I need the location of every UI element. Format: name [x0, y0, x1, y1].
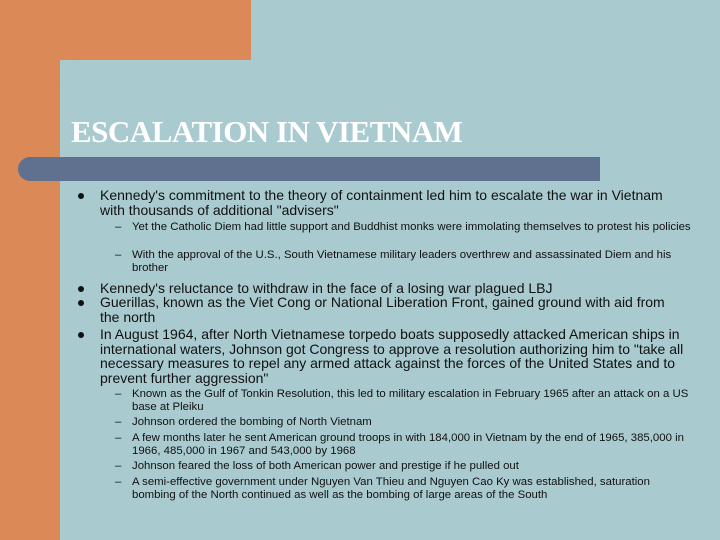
sub-bullet-item: – Johnson feared the loss of both American power and prestige if he pulled out — [132, 460, 692, 473]
sub-bullet-item: – Johnson ordered the bombing of North Vietnam — [132, 416, 692, 429]
slide-title: ESCALATION IN VIETNAM — [71, 114, 463, 149]
bullet-item: In August 1964, after North Vietnamese torpedo boats supposedly attacked American ships in international waters, Johnson got Congress to approve a resolution authorizing him to "take all necessary measures to repel any armed attack against the forces of the United States and to prevent further aggression" — [100, 326, 684, 386]
sub-bullet-item: – With the approval of the U.S., South Vietnamese military leaders overthrew and assassinated Diem and his brother — [132, 249, 692, 274]
sub-bullet-item: – Known as the Gulf of Tonkin Resolution, this led to military escalation in February 1965 after an attack on a US base at Pleiku — [132, 388, 692, 413]
bullet-item: Kennedy's commitment to the theory of containment led him to escalate the war in Vietnam with thousands of additional "advisers" — [100, 188, 685, 217]
bullet-item: Kennedy's reluctance to withdraw in the face of a losing war plagued LBJ — [100, 281, 685, 296]
orange-top-band — [0, 0, 251, 60]
sub-bullet-item: – A few months later he sent American ground troops in with 184,000 in Vietnam by the end of 1965, 385,000 in 1966, 485,000 in 1967 and 543,000 by 1968 — [132, 432, 692, 457]
title-underline-bar — [18, 157, 600, 181]
sub-bullet-item: – Yet the Catholic Diem had little support and Buddhist monks were immolating themselves to protest his policies — [132, 221, 692, 234]
sub-bullet-item: – A semi-effective government under Nguyen Van Thieu and Nguyen Cao Ky was established, saturation bombing of the North continued as well as the bombing of large areas of the South — [132, 476, 692, 501]
bullet-item: Guerillas, known as the Viet Cong or National Liberation Front, gained ground with aid from the north — [100, 295, 685, 324]
orange-side-band — [0, 0, 60, 540]
